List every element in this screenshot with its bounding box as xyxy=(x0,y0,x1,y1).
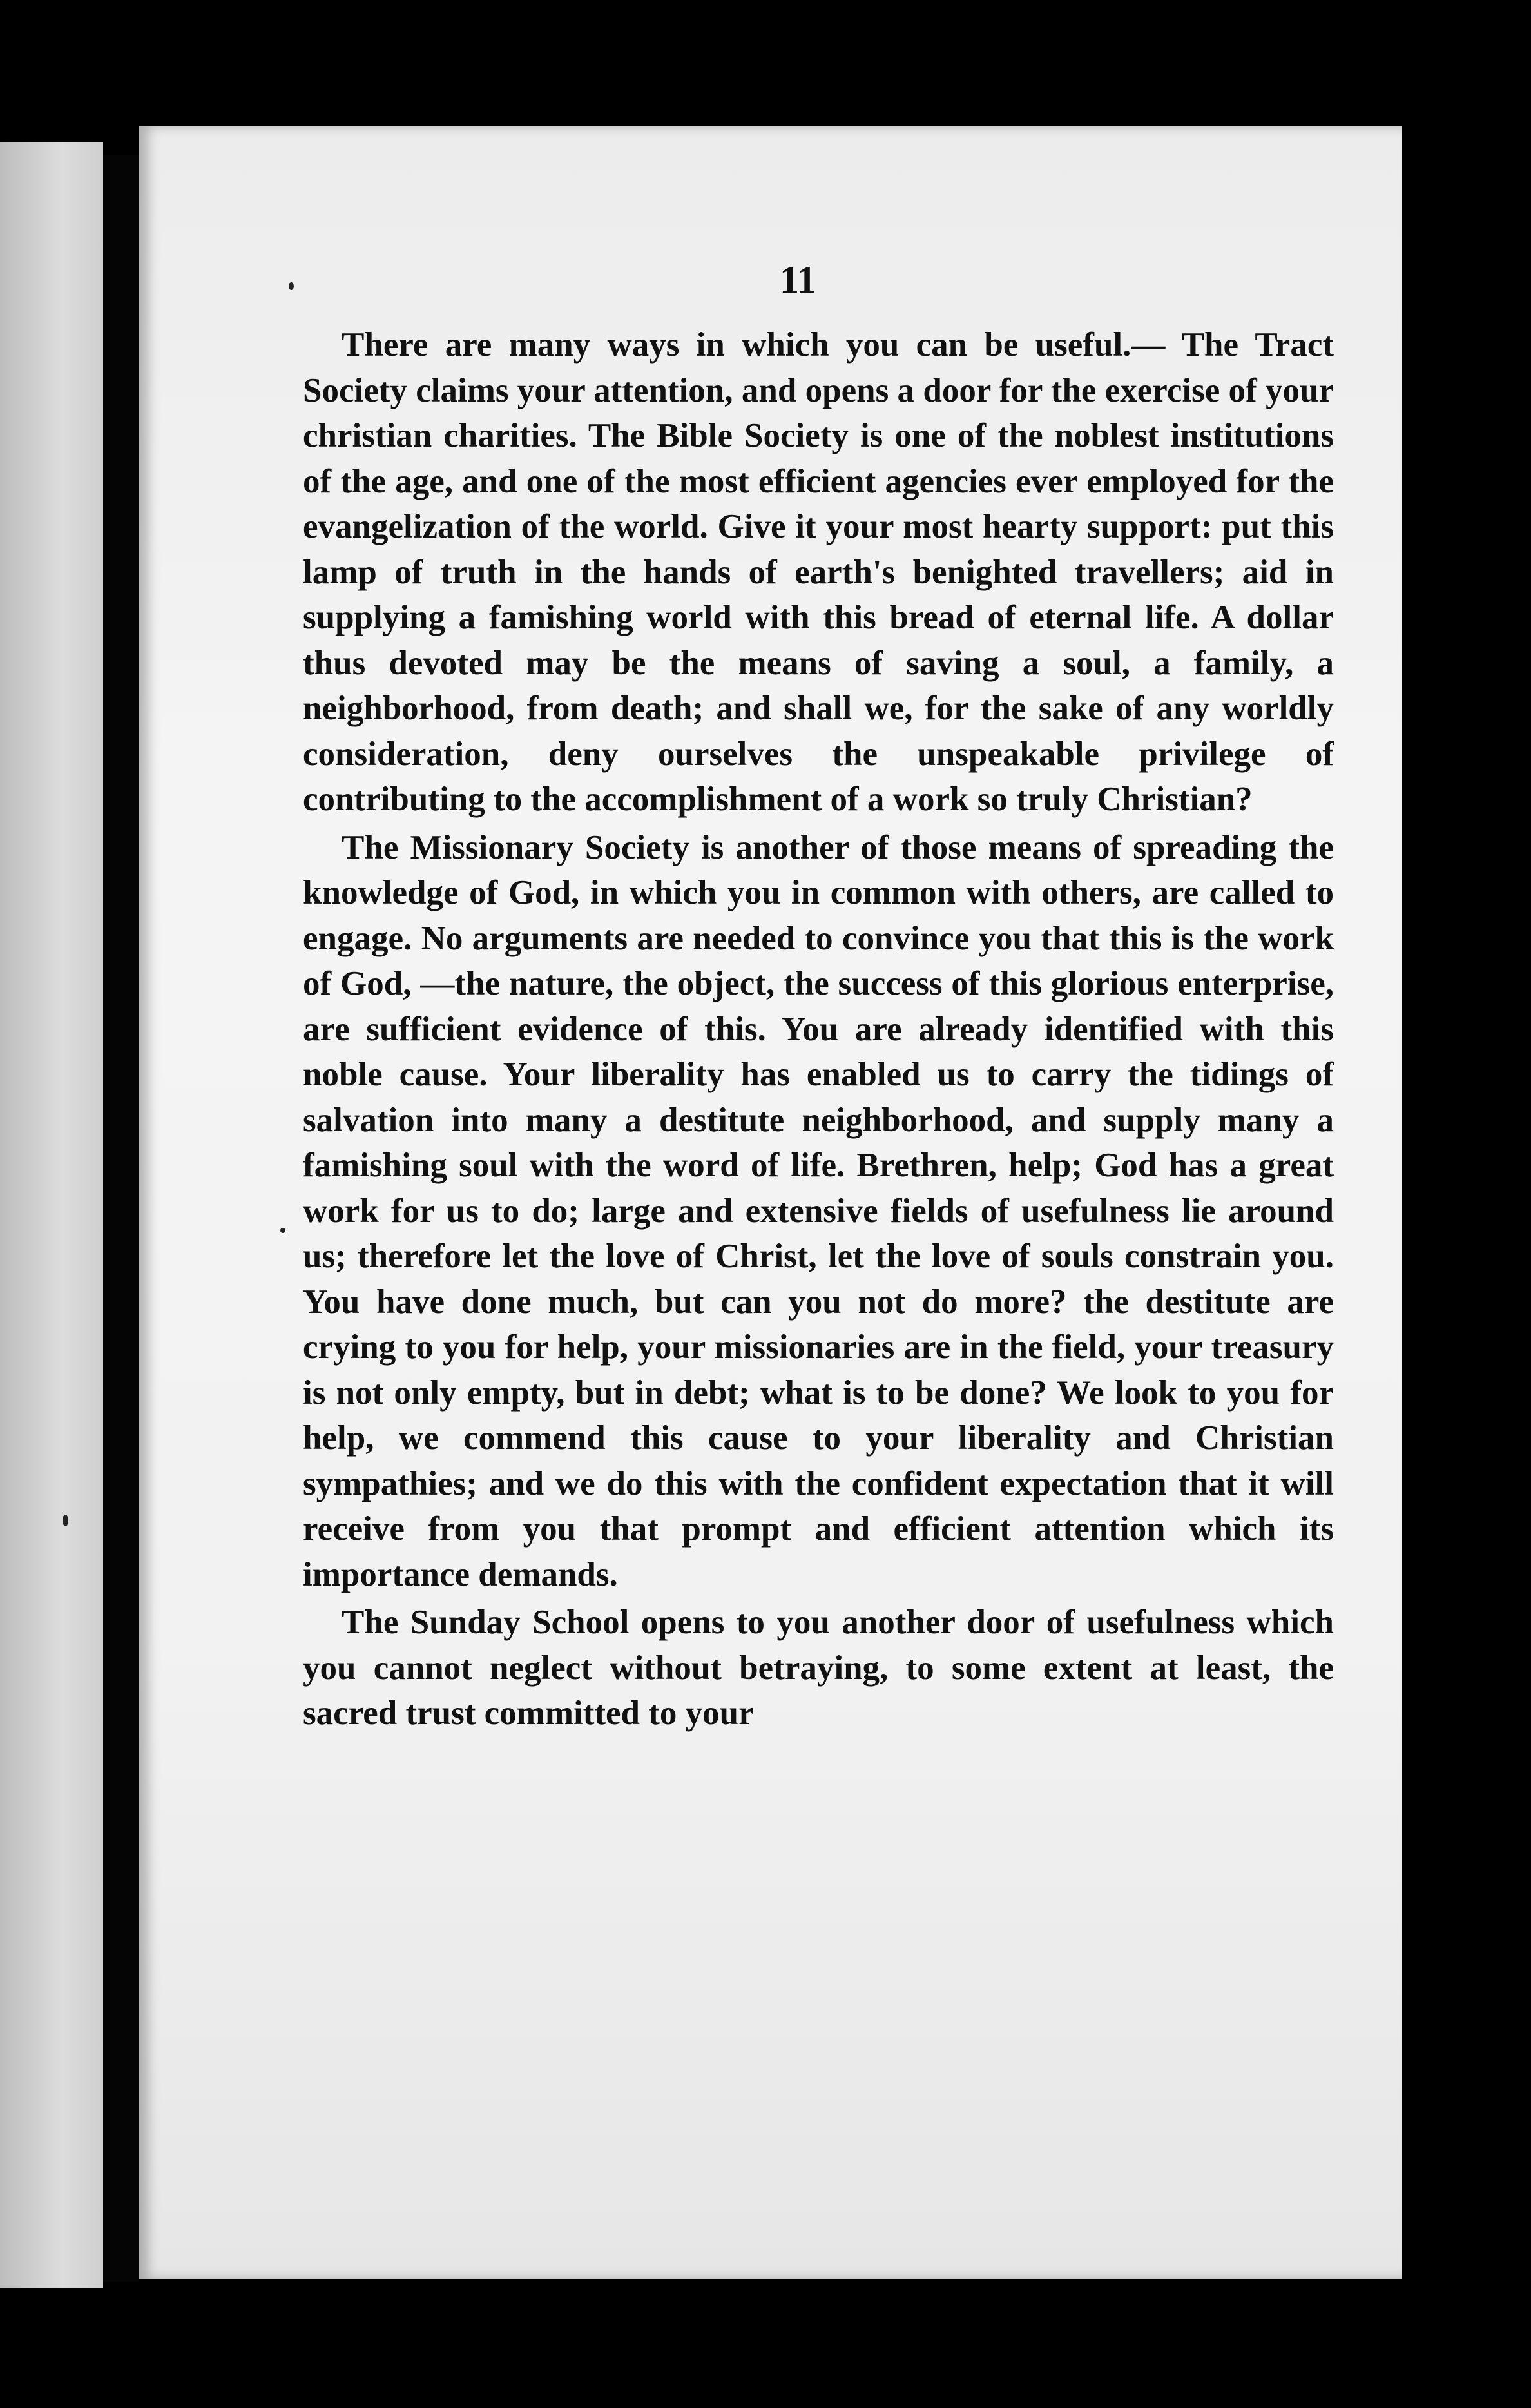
paragraph-sunday-school: The Sunday School opens to you another door of usefulness which you cannot neglect without betraying, to some extent at least, the sacred trust committed to your xyxy=(303,1604,1334,1732)
paragraph-missionary-society: The Missionary Society is another of those means of spreading the knowledge of God, in which you in common with others, are called to engage. No arguments are needed to convince you that this is the work of God, —the nature, the object, the success of this glorious enterprise, are sufficient evidence of this. You are already identified with this noble cause. Your liberality has enabled us to carry the tidings of salvation into many a destitute neighborhood, and supply many a famishing soul with the word of life. Brethren, help; God has a great work for us to do; large and extensive fields of usefulness lie around us; therefore let the love of Christ, let the love of souls constrain you. You have done much, but can you not do more? the destitute are crying to you for help, your missionaries are in the field, your treasury is not only empty, but in debt; what is to be done? We look to you for help, we commend this cause to your liberality and Christian sympathies; and we do this with the confident expectation that it will receive from you that prompt and efficient attention which its importance demands. xyxy=(303,828,1334,1593)
gutter-shadow xyxy=(103,155,139,2282)
film-speck xyxy=(63,1515,68,1526)
page-body xyxy=(303,322,1334,1736)
facing-page-edge xyxy=(0,142,103,2288)
page-number: 11 xyxy=(780,258,816,301)
paragraph-useful: There are many ways in which you can be useful.— The Tract Society claims your attention, and opens a door for the exercise of your christian charities. The Bible Society is one of the noblest institutions of the age, and one of the most efficient agencies ever employed for the evangelization of the world. Give it your most hearty support: put this lamp of truth in the hands of earth's benighted travellers; aid in supplying a famishing world with this bread of eternal life. A dollar thus devoted may be the means of saving a soul, a family, a neighborhood, from death; and shall we, for the sake of any worldly consideration, deny ourselves the unspeakable privilege of contributing to the accomplishment of a work so truly Christian? xyxy=(303,326,1334,818)
film-speck xyxy=(280,1228,285,1233)
film-speck xyxy=(289,282,294,290)
